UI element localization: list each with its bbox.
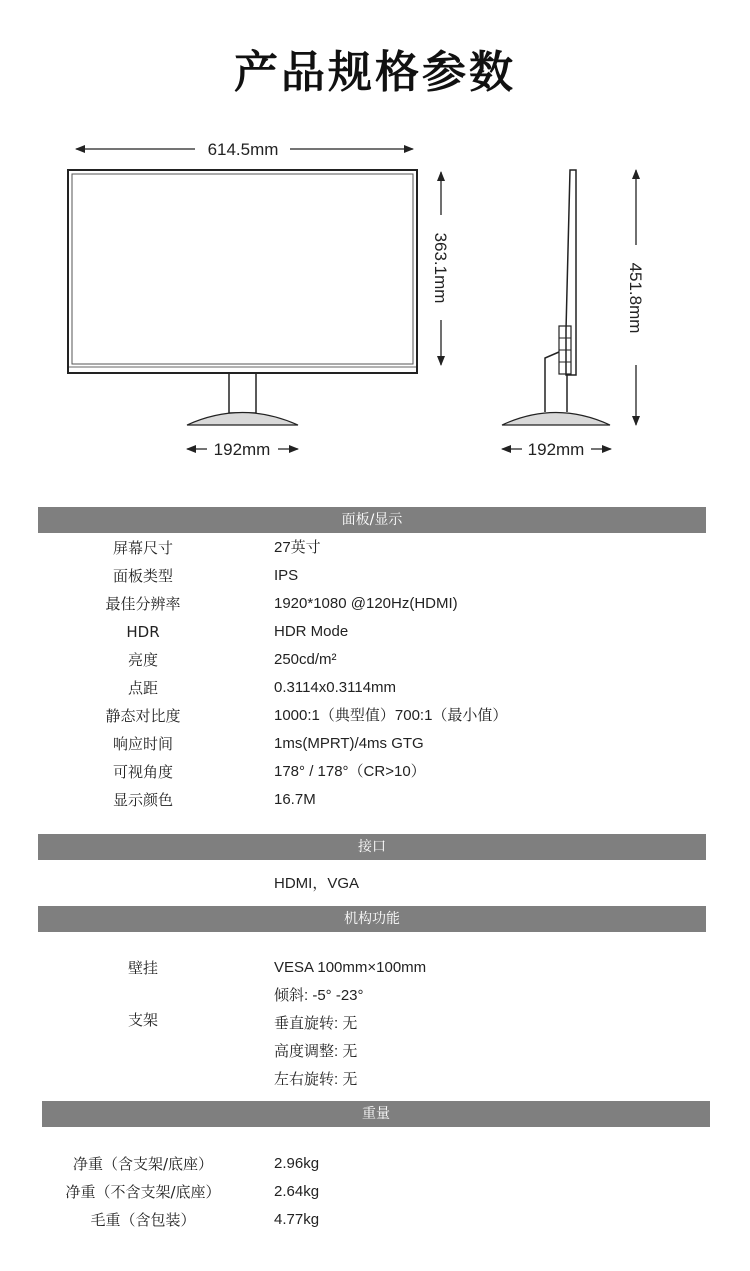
- spec-label: 显示颜色: [112, 791, 173, 809]
- spec-value: 27英寸: [274, 539, 321, 556]
- stand-swivel-value: 左右旋转: 无: [274, 1071, 358, 1088]
- weight-label: 净重（不含支架/底座）: [65, 1183, 221, 1201]
- stand-height-value: 高度调整: 无: [274, 1043, 358, 1060]
- side-view-monitor: [502, 170, 610, 425]
- spec-label: 静态对比度: [105, 707, 181, 725]
- front-base-label: 192mm: [213, 440, 271, 459]
- spec-value: 178° / 178°（CR>10）: [274, 763, 426, 780]
- spec-label: 屏幕尺寸: [112, 539, 173, 557]
- stand-label: 支架: [127, 1011, 158, 1029]
- stand-pivot-value: 垂直旋转: 无: [274, 1015, 358, 1032]
- spec-label: 点距: [127, 679, 158, 697]
- ports-value: HDMI，VGA: [274, 875, 360, 892]
- side-base-label: 192mm: [527, 440, 585, 459]
- weight-label: 毛重（含包装）: [90, 1211, 196, 1229]
- front-width-label: 614.5mm: [207, 140, 279, 159]
- spec-value: 250cd/m²: [274, 651, 337, 668]
- side-height-label: 451.8mm: [626, 262, 645, 334]
- weight-label: 净重（含支架/底座）: [72, 1155, 214, 1173]
- page-title: 产品规格参数: [234, 47, 516, 98]
- spec-label: 面板类型: [112, 567, 173, 585]
- section-header-ports: 接口: [38, 834, 706, 860]
- spec-label: 可视角度: [112, 763, 173, 781]
- spec-value: 16.7M: [274, 791, 316, 808]
- spec-value: 1000:1（典型值）700:1（最小值）: [274, 707, 508, 724]
- spec-label: 亮度: [127, 651, 158, 669]
- spec-value: HDR Mode: [274, 623, 349, 640]
- spec-label: 响应时间: [112, 735, 173, 753]
- spec-value: 1ms(MPRT)/4ms GTG: [274, 735, 424, 752]
- wall-mount-value: VESA 100mm×100mm: [274, 959, 427, 976]
- dimension-drawing: [0, 0, 750, 480]
- spec-value: 1920*1080 @120Hz(HDMI): [274, 595, 458, 612]
- weight-value: 4.77kg: [274, 1211, 320, 1228]
- front-height-label: 363.1mm: [431, 232, 450, 304]
- spec-value: IPS: [274, 567, 299, 584]
- wall-mount-label: 壁挂: [127, 959, 158, 977]
- section-header-weight: 重量: [42, 1101, 710, 1127]
- spec-label: HDR: [126, 623, 160, 641]
- section-header-mechanical: 机构功能: [38, 906, 706, 932]
- section-header-panel: 面板/显示: [38, 507, 706, 533]
- front-view-monitor: [68, 170, 417, 425]
- weight-value: 2.96kg: [274, 1155, 320, 1172]
- spec-value: 0.3114x0.3114mm: [274, 679, 397, 696]
- weight-value: 2.64kg: [274, 1183, 320, 1200]
- spec-label: 最佳分辨率: [105, 595, 181, 613]
- stand-tilt-value: 倾斜: -5° -23°: [274, 987, 364, 1004]
